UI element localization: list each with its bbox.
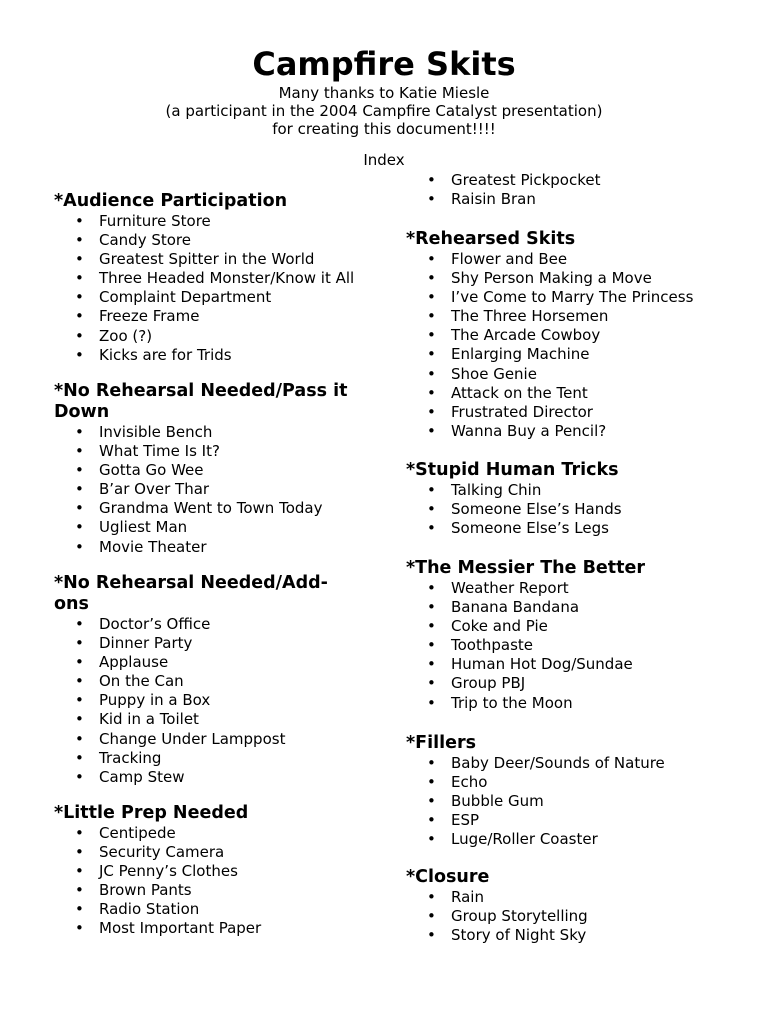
section-messier-the-better [406,558,746,713]
list-item: • Three Headed Monster/Know it All [54,269,374,288]
section-audience-participation [54,191,374,365]
section-little-prep-needed [54,803,374,939]
list-item: • Furniture Store [54,212,374,231]
section-heading: *Closure [406,867,490,887]
skit-list [406,579,746,713]
list-item: • Raisin Bran [406,190,746,209]
credit-line-2: (a participant in the 2004 Campfire Catalyst presentation) [165,102,603,120]
list-item: • On the Can [54,672,374,691]
list-item: • Group Storytelling [406,907,746,926]
list-item: • The Arcade Cowboy [406,326,746,345]
section-heading-continued: Down [54,402,110,422]
list-item: • Security Camera [54,843,374,862]
list-item: • B’ar Over Thar [54,480,374,499]
skit-list [406,250,746,441]
list-item: • Tracking [54,749,374,768]
list-item: • Gotta Go Wee [54,461,374,480]
list-item: • Rain [406,888,746,907]
credit-line-1: Many thanks to Katie Miesle [278,84,490,102]
section-heading: *Rehearsed Skits [406,229,576,249]
list-item: • Change Under Lamppost [54,730,374,749]
document-title: Campfire Skits [252,45,516,83]
list-item: • Wanna Buy a Pencil? [406,422,746,441]
list-item: • Talking Chin [406,481,746,500]
list-item: • Kicks are for Trids [54,346,374,365]
document-header [0,44,768,138]
list-item: • Applause [54,653,374,672]
section-rehearsed-skits [406,229,746,441]
list-item: • Bubble Gum [406,792,746,811]
skit-list [406,171,746,209]
section-heading: *No Rehearsal Needed/Pass it [54,381,348,401]
list-item: • Human Hot Dog/Sundae [406,655,746,674]
list-item: • What Time Is It? [54,442,374,461]
section-heading: *The Messier The Better [406,558,646,578]
list-item: • Ugliest Man [54,518,374,537]
list-item: • Enlarging Machine [406,345,746,364]
list-item: • Trip to the Moon [406,694,746,713]
list-item: • Greatest Spitter in the World [54,250,374,269]
credit-line-3: for creating this document!!!! [272,120,496,138]
list-item: • Kid in a Toilet [54,710,374,729]
section-heading-continued: ons [54,594,89,614]
list-item: • I’ve Come to Marry The Princess [406,288,746,307]
skit-list [54,212,374,365]
list-item: • Centipede [54,824,374,843]
list-item: • Toothpaste [406,636,746,655]
section-heading: *Audience Participation [54,191,288,211]
list-item: • Invisible Bench [54,423,374,442]
list-item: • Story of Night Sky [406,926,746,945]
list-item: • Camp Stew [54,768,374,787]
list-item: • JC Penny’s Clothes [54,862,374,881]
skit-list [406,754,746,849]
list-item: • Candy Store [54,231,374,250]
section-no-rehearsal-pass-it-down [54,381,374,557]
list-item: • ESP [406,811,746,830]
list-item: • Movie Theater [54,538,374,557]
list-item: • Grandma Went to Town Today [54,499,374,518]
skit-list [54,423,374,557]
list-item: • Freeze Frame [54,307,374,326]
skit-list [54,824,374,939]
section-closure [406,867,746,945]
list-item: • Banana Bandana [406,598,746,617]
section-heading: *Fillers [406,733,477,753]
list-item: • Frustrated Director [406,403,746,422]
list-item: • Dinner Party [54,634,374,653]
list-item: • Greatest Pickpocket [406,171,746,190]
section-heading: *Stupid Human Tricks [406,460,619,480]
list-item: • Coke and Pie [406,617,746,636]
list-item: • Puppy in a Box [54,691,374,710]
skit-list [406,888,746,945]
index-label: Index [363,151,405,169]
list-item: • Group PBJ [406,674,746,693]
list-item: • Zoo (?) [54,327,374,346]
list-item: • Shy Person Making a Move [406,269,746,288]
section-heading: *No Rehearsal Needed/Add- [54,573,328,593]
list-item: • Luge/Roller Coaster [406,830,746,849]
list-item: • Attack on the Tent [406,384,746,403]
list-item: • Flower and Bee [406,250,746,269]
skit-list [406,481,746,538]
list-item: • Shoe Genie [406,365,746,384]
skit-list [54,615,374,787]
list-item: • The Three Horsemen [406,307,746,326]
list-item: • Someone Else’s Legs [406,519,746,538]
list-item: • Most Important Paper [54,919,374,938]
section-no-rehearsal-add-ons [54,573,374,787]
list-item: • Echo [406,773,746,792]
list-item: • Baby Deer/Sounds of Nature [406,754,746,773]
list-item: • Complaint Department [54,288,374,307]
list-item: • Doctor’s Office [54,615,374,634]
section-continued-items [406,171,746,209]
section-fillers [406,733,746,849]
list-item: • Weather Report [406,579,746,598]
section-stupid-human-tricks [406,460,746,538]
section-heading: *Little Prep Needed [54,803,249,823]
list-item: • Someone Else’s Hands [406,500,746,519]
list-item: • Radio Station [54,900,374,919]
list-item: • Brown Pants [54,881,374,900]
